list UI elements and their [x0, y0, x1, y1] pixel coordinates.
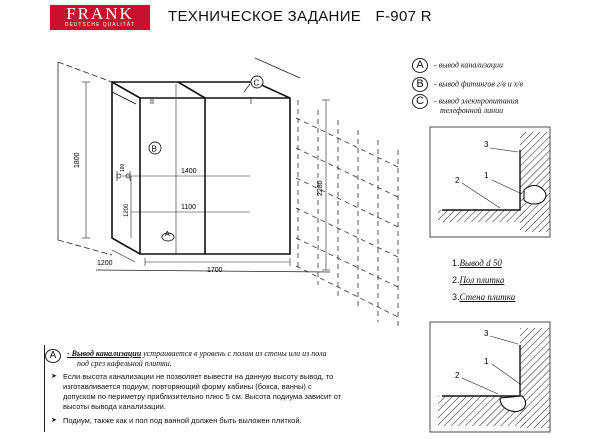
outlet-b: [149, 142, 161, 154]
note-bullet-1: [51, 372, 391, 412]
detail-top-callout-2: 2: [455, 176, 460, 185]
legend-item-c: [412, 94, 519, 115]
part-3: [452, 292, 515, 302]
outlet-c: [244, 76, 263, 92]
part-1: [452, 258, 502, 268]
part-2-text: Пол плитка: [459, 275, 505, 285]
detail-top-callout-3: 3: [484, 140, 489, 149]
part-2: [452, 275, 504, 285]
part-1-text: Вывод d 50: [459, 258, 502, 268]
detail-top: [430, 127, 550, 237]
note-block: [44, 345, 405, 432]
legend-letter-b: B: [412, 77, 428, 92]
outlet-a: [162, 231, 174, 241]
detail-bottom: [430, 322, 550, 432]
detail-bottom-callout-1: 1: [484, 357, 489, 366]
title-text: ТЕХНИЧЕСКОЕ ЗАДАНИЕ: [168, 8, 362, 25]
note-line2: под срез кафельной плитки.: [77, 359, 172, 368]
note-heading: - Вывод канализации: [67, 349, 142, 358]
part-2-num: 2.: [452, 275, 460, 285]
note-bullet-1-line-4: высоты вывода канализации.: [63, 402, 166, 411]
dim-b-offset: 180: [120, 163, 126, 172]
dim-depth: 1200: [97, 260, 113, 267]
part-3-num: 3.: [452, 292, 460, 302]
part-3-text: Стена плитка: [459, 292, 516, 302]
detail-bottom-callout-3: 3: [484, 329, 489, 338]
legend-item-a: [412, 58, 503, 73]
dim-b-width: 1400: [181, 168, 197, 175]
note-bullet-1-line-3: допуском по периметру приблизительно плюс 5 см. Высота подиума зависит от: [63, 392, 342, 401]
outlet-a-label: A: [165, 231, 170, 238]
mark-ii: II: [150, 99, 154, 106]
legend-item-b: [412, 77, 523, 92]
top-marks: [150, 99, 252, 106]
dim-a-width: 1100: [181, 204, 197, 211]
note-letter: A: [45, 349, 61, 363]
detail-bottom-callout-2: 2: [455, 371, 460, 380]
wall-tile-grid: [296, 100, 400, 330]
legend-text-c: - вывод электропитания: [434, 96, 519, 106]
note-line1: [67, 349, 327, 358]
note-bullet-1-line-2: изготавливается подиум, повторяющий форму кабины (бокса, ванны) с: [63, 382, 312, 391]
note-line1-rest: устраивается в уровень с полом из стены или из пола: [141, 349, 327, 358]
legend-letter-a: A: [412, 58, 428, 73]
note-bullet-2-text: ➤ Подиум, также как и пол под ванной должен быть выложен плиткой.: [63, 416, 302, 425]
brand-tagline: DEUTSCHE QUALITÄT: [64, 22, 136, 28]
model-number: F-907 R: [375, 8, 432, 25]
dim-b-height: 1200: [124, 203, 130, 217]
outlet-c-label: C: [253, 78, 260, 88]
legend-text-b: - вывод фитингов г/в и х/в: [434, 79, 523, 89]
brand-name: FRANK: [66, 4, 134, 23]
legend-text-c-line2: телефонной линии: [440, 106, 504, 115]
legend-text-a: - вывод канализации: [434, 60, 503, 70]
dim-height-total: 1800: [74, 152, 81, 168]
mark-i: I: [250, 99, 252, 106]
legend-letter-c: C: [412, 94, 428, 109]
note-bullet-1-line-1: ➤ Если высота канализации не позволяет вывести на данную высоту вывод, то: [63, 372, 334, 381]
outlet-b-label: B: [151, 144, 157, 154]
part-1-num: 1.: [452, 258, 460, 268]
detail-top-callout-1: 1: [484, 171, 489, 180]
note-bullet-2: [51, 416, 391, 426]
dim-width: 1700: [207, 267, 223, 274]
dim-height-room: 2280: [317, 180, 324, 196]
cabin-box: [112, 82, 290, 254]
